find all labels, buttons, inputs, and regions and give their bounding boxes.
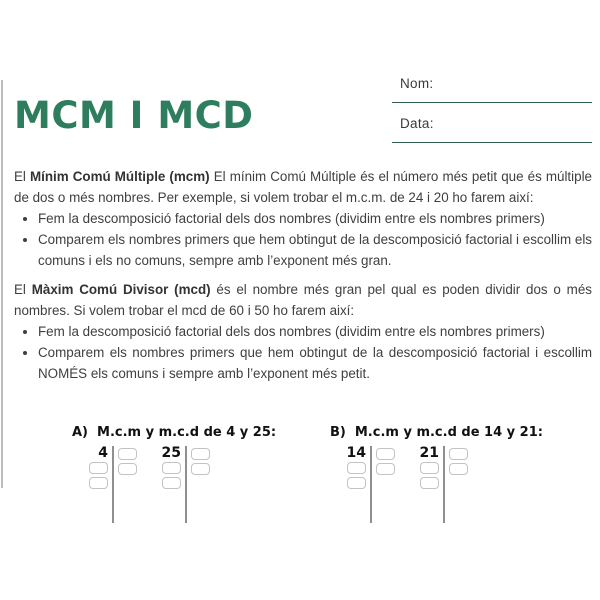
- answer-box[interactable]: [191, 448, 210, 460]
- answer-box[interactable]: [376, 448, 395, 460]
- answer-box[interactable]: [376, 463, 395, 475]
- factorization-block: [82, 446, 137, 523]
- date-field[interactable]: [392, 110, 592, 143]
- name-field[interactable]: [392, 70, 592, 103]
- answer-box[interactable]: [449, 463, 468, 475]
- answer-box[interactable]: [162, 477, 181, 489]
- bullet-item: • Fem la descomposició factorial dels dos nombres (dividim entre els nombres primers): [38, 321, 592, 342]
- answer-box[interactable]: [420, 462, 439, 474]
- answer-box[interactable]: [191, 463, 210, 475]
- exercise-a: [72, 420, 276, 523]
- number-label: 25: [161, 445, 181, 461]
- bullet-item: • Comparem els nombres primers que hem obtingut de la descomposició factorial i escollim NOMÉS els comuns i sempre amb l’exponent més petit.: [38, 342, 592, 384]
- exercise-b-heading: [330, 424, 543, 442]
- section-mcd: [14, 279, 592, 384]
- exercise-a-title: M.c.m y m.c.d de 4 y 25:: [97, 425, 277, 440]
- mcd-bold-term: Màxim Comú Divisor (mcd): [31, 282, 211, 297]
- answer-box[interactable]: [449, 448, 468, 460]
- header-fields: [392, 70, 592, 150]
- body-text: [14, 166, 592, 384]
- number-label: 21: [419, 445, 439, 461]
- mcd-paragraph: El Màxim Comú Divisor (mcd) és el nombre més gran pel qual es poden dividir dos o més nombres. Si volem trobar el mcd de 60 i 50 ho farem així:: [14, 282, 592, 318]
- exercise-b-label: B): [330, 425, 346, 440]
- number-label: 14: [346, 445, 366, 461]
- mcm-bold-term: Mínim Comú Múltiple (mcm): [30, 169, 210, 184]
- answer-box[interactable]: [347, 477, 366, 489]
- name-field-label: Nom:: [400, 76, 434, 91]
- bullet-item: • Comparem els nombres primers que hem obtingut de la descomposició factorial i escollim els comuns i els no comuns, sempre amb l’exponent més gran.: [38, 229, 592, 271]
- mcm-paragraph: El Mínim Comú Múltiple (mcm) El mínim Comú Múltiple és el número més petit que és múltiple de dos o més nombres. Per exemple, si volem trobar el m.c.m. de 24 i 20 ho farem així:: [14, 169, 592, 205]
- answer-box[interactable]: [118, 463, 137, 475]
- exercise-b: [330, 420, 543, 523]
- factorization-block: [413, 446, 468, 523]
- date-field-line[interactable]: [392, 142, 592, 143]
- answer-box[interactable]: [347, 462, 366, 474]
- exercise-b-title: M.c.m y m.c.d de 14 y 21:: [354, 425, 543, 440]
- page-title: MCM I MCD: [14, 94, 254, 137]
- bullet-item: • Fem la descomposició factorial dels dos nombres (dividim entre els nombres primers): [38, 208, 592, 229]
- exercise-b-blocks: [340, 446, 543, 523]
- answer-box[interactable]: [162, 462, 181, 474]
- answer-box[interactable]: [89, 477, 108, 489]
- factorization-block: [155, 446, 210, 523]
- exercise-a-blocks: [82, 446, 276, 523]
- answer-box[interactable]: [89, 462, 108, 474]
- mcm-bullet-list: [14, 208, 592, 271]
- exercise-a-heading: [72, 424, 276, 442]
- number-label: 4: [98, 445, 108, 461]
- section-mcm: [14, 166, 592, 271]
- date-field-label: Data:: [400, 116, 434, 131]
- mcd-bullet-list: [14, 321, 592, 384]
- exercise-a-label: A): [72, 425, 89, 440]
- answer-box[interactable]: [420, 477, 439, 489]
- page-left-edge: [1, 80, 3, 488]
- factorization-block: [340, 446, 395, 523]
- name-field-line[interactable]: [392, 102, 592, 103]
- answer-box[interactable]: [118, 448, 137, 460]
